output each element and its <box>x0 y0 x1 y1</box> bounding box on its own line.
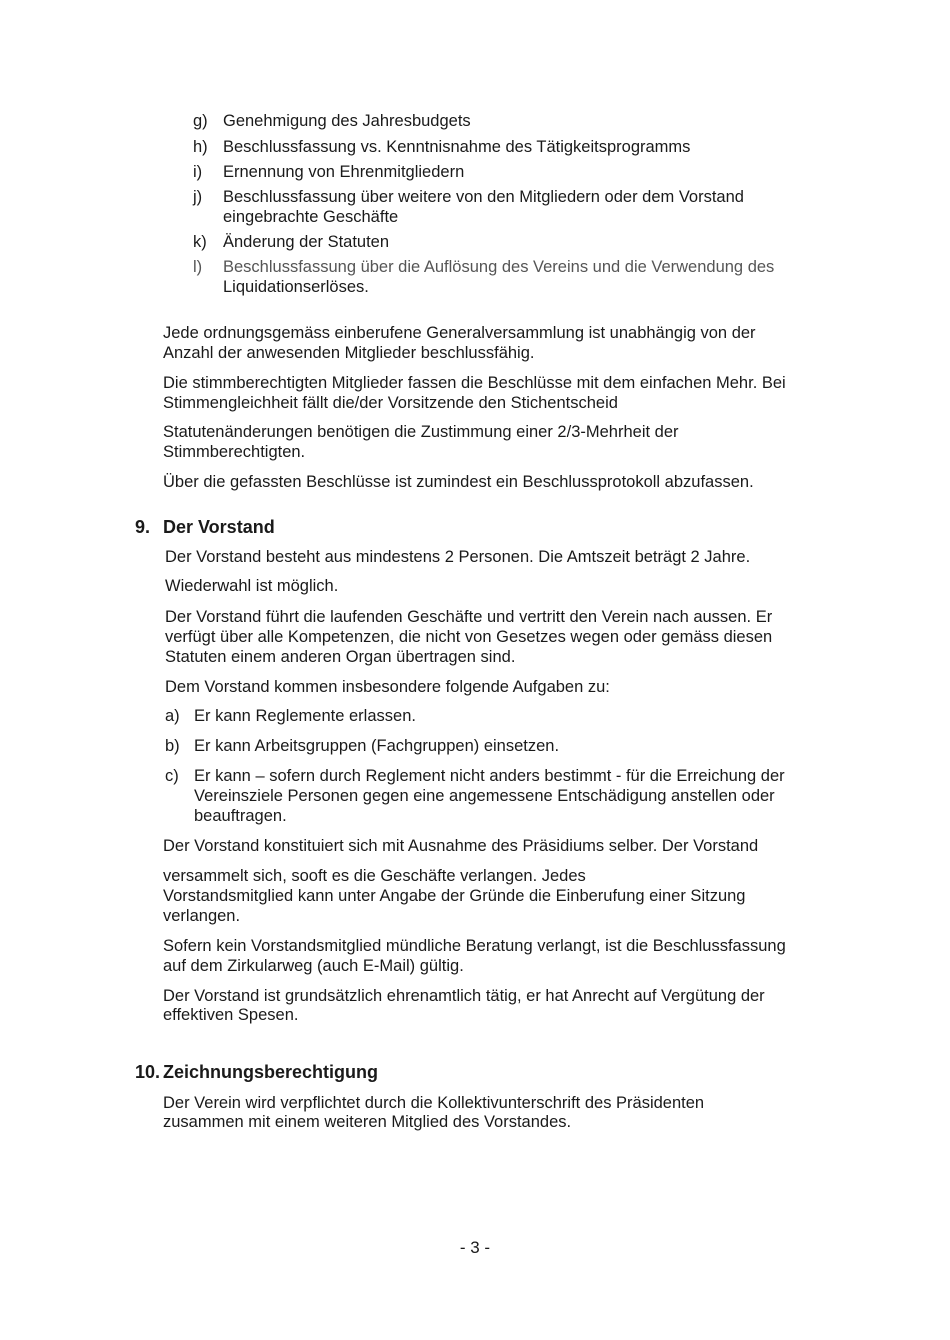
paragraph-line: Sofern kein Vorstandsmitglied mündliche Beratung verlangt, ist die Beschlussfassung <box>163 937 786 955</box>
section-number: 9. <box>135 517 151 537</box>
list-item-text: Genehmigung des Jahresbudgets <box>223 112 471 130</box>
paragraph-line: effektiven Spesen. <box>163 1006 299 1024</box>
task-label: c) <box>165 767 179 785</box>
list-item-text: Ernennung von Ehrenmitgliedern <box>223 163 465 181</box>
task-text: Er kann – sofern durch Reglement nicht anders bestimmt - für die Erreichung der <box>194 767 785 785</box>
list-item-label: k) <box>193 233 207 251</box>
paragraph-line: auf dem Zirkularweg (auch E-Mail) gültig. <box>163 957 464 975</box>
list-item-text: Beschlussfassung über die Auflösung des Vereins und die Verwendung des <box>223 258 775 276</box>
paragraph-line: Stimmengleichheit fällt die/der Vorsitzende den Stichentscheid <box>163 394 618 412</box>
paragraph-line: Der Verein wird verpflichtet durch die Kollektivunterschrift des Präsidenten <box>163 1094 705 1112</box>
paragraph-line: zusammen mit einem weiteren Mitglied des Vorstandes. <box>163 1113 572 1131</box>
paragraph-line: Statuten einem anderen Organ übertragen sind. <box>165 648 516 666</box>
task-text: Er kann Reglemente erlassen. <box>194 707 416 725</box>
list-item-text: Beschlussfassung über weitere von den Mitgliedern oder dem Vorstand <box>223 188 744 206</box>
paragraph-line: Die stimmberechtigten Mitglieder fassen die Beschlüsse mit dem einfachen Mehr. Bei <box>163 374 786 392</box>
paragraph-line: Anzahl der anwesenden Mitglieder beschlussfähig. <box>163 344 535 362</box>
task-text: Er kann Arbeitsgruppen (Fachgruppen) einsetzen. <box>194 737 560 755</box>
paragraph-line: versammelt sich, sooft es die Geschäfte verlangen. Jedes <box>163 867 586 885</box>
paragraph-line: Vorstandsmitglied kann unter Angabe der Gründe die Einberufung einer Sitzung <box>163 887 746 905</box>
task-text: Vereinsziele Personen gegen eine angemessene Entschädigung anstellen oder <box>194 787 775 805</box>
list-item-text: Liquidationserlöses. <box>223 278 369 296</box>
paragraph-line: Der Vorstand besteht aus mindestens 2 Personen. Die Amtszeit beträgt 2 Jahre. <box>165 548 751 566</box>
paragraph-line: Wiederwahl ist möglich. <box>165 577 339 595</box>
list-item-text: Beschlussfassung vs. Kenntnisnahme des Tätigkeitsprogramms <box>223 138 691 156</box>
list-item-label: i) <box>193 163 203 181</box>
paragraph-line: Statutenänderungen benötigen die Zustimmung einer 2/3-Mehrheit der <box>163 423 679 441</box>
paragraph-line: Dem Vorstand kommen insbesondere folgende Aufgaben zu: <box>165 678 610 696</box>
paragraph-line: Der Vorstand konstituiert sich mit Ausnahme des Präsidiums selber. Der Vorstand <box>163 837 759 855</box>
paragraph-line: verfügt über alle Kompetenzen, die nicht von Gesetzes wegen oder gemäss diesen <box>165 628 773 646</box>
list-item-text: Änderung der Statuten <box>223 233 390 251</box>
list-item-text: eingebrachte Geschäfte <box>223 208 399 226</box>
page-number: - 3 - <box>459 1238 491 1257</box>
list-item-label: g) <box>193 112 208 130</box>
task-label: b) <box>165 737 180 755</box>
section-number: 10. <box>135 1062 161 1082</box>
paragraph-line: Der Vorstand führt die laufenden Geschäfte und vertritt den Verein nach aussen. Er <box>165 608 773 626</box>
list-item-label: h) <box>193 138 208 156</box>
paragraph-line: Über die gefassten Beschlüsse ist zumindest ein Beschlussprotokoll abzufassen. <box>163 473 754 491</box>
list-item-label: j) <box>193 188 203 206</box>
section-title: Der Vorstand <box>163 517 275 537</box>
paragraph-line: Der Vorstand ist grundsätzlich ehrenamtlich tätig, er hat Anrecht auf Vergütung der <box>163 987 765 1005</box>
paragraph-line: verlangen. <box>163 907 241 925</box>
paragraph-line: Jede ordnungsgemäss einberufene Generalversammlung ist unabhängig von der <box>163 324 756 342</box>
task-text: beauftragen. <box>194 807 287 825</box>
paragraph-line: Stimmberechtigten. <box>163 443 306 461</box>
list-item-label: l) <box>193 258 203 276</box>
section-title: Zeichnungsberechtigung <box>163 1062 379 1082</box>
task-label: a) <box>165 707 180 725</box>
